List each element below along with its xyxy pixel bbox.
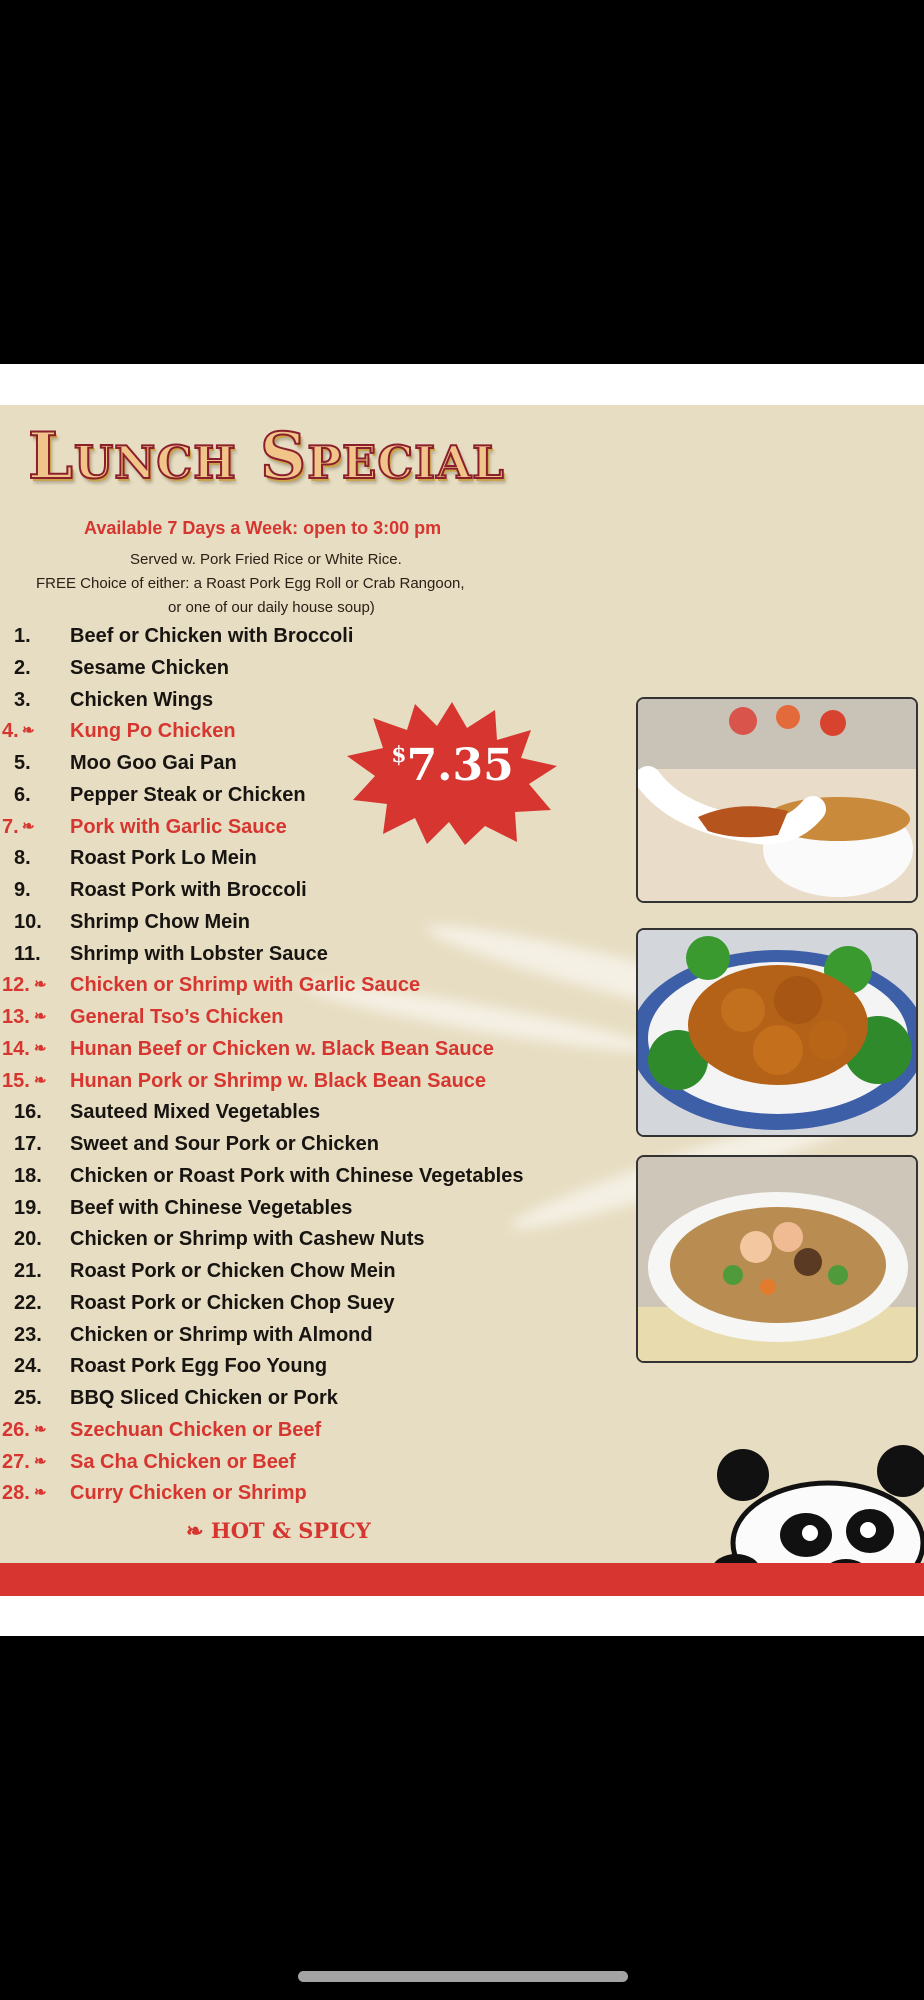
hot-spicy-label: HOT & SPICY [210,1518,371,1543]
chili-pepper-icon: ❧ [34,976,47,994]
item-name: Moo Goo Gai Pan [70,752,237,774]
item-number: 12. [2,974,30,997]
item-name: Shrimp Chow Mein [70,910,250,933]
item-name: Szechuan Chicken or Beef [70,1418,322,1441]
chili-pepper-icon: ❧ [34,1008,47,1025]
item-name: Curry Chicken or Shrimp [70,1482,307,1505]
item-number: 8. [14,847,31,870]
item-number: 26. [2,1418,30,1441]
item-number: 2. [14,656,31,679]
fried-rice-photo [636,1155,918,1363]
item-name: General Tso’s Chicken [70,1006,284,1028]
chili-pepper-icon: ❧ [22,722,35,740]
item-name: BBQ Sliced Chicken or Pork [70,1387,338,1409]
item-name: Pepper Steak or Chicken [70,783,306,806]
item-number: 25. [14,1387,42,1409]
top-white-band [0,364,924,405]
item-number: 15. [2,1069,30,1092]
item-number: 27. [2,1450,30,1473]
chili-pepper-icon: ❧ [34,1039,47,1057]
item-name: Kung Po Chicken [70,720,236,743]
item-name: Beef with Chinese Vegetables [70,1196,353,1219]
lunch-special-menu [0,405,924,1596]
item-name: Roast Pork Egg Foo Young [70,1355,328,1378]
item-number: 4. [2,720,19,743]
item-name: Roast Pork or Chicken Chop Suey [70,1291,395,1314]
item-name: Chicken or Shrimp with Cashew Nuts [70,1228,425,1251]
item-name: Sesame Chicken [70,656,229,679]
item-name: Chicken or Shrimp with Garlic Sauce [70,974,421,997]
item-number: 3. [14,688,31,711]
chili-pepper-icon: ❧ [186,1518,204,1543]
served-with-line: Served w. Pork Fried Rice or White Rice. [130,551,402,568]
item-name: Roast Pork Lo Mein [70,847,257,870]
item-name: Roast Pork with Broccoli [70,879,307,901]
item-name: Pork with Garlic Sauce [70,815,287,838]
item-number: 23. [14,1323,42,1346]
item-number: 22. [14,1291,42,1314]
item-number: 6. [14,783,31,806]
item-number: 9. [14,879,31,901]
item-name: Hunan Pork or Shrimp w. Black Bean Sauce [70,1069,487,1092]
item-name: Sa Cha Chicken or Beef [70,1450,296,1473]
item-name: Sauteed Mixed Vegetables [70,1101,321,1124]
item-number: 7. [2,815,19,838]
item-name: Chicken or Shrimp with Almond [70,1323,373,1346]
chili-pepper-icon: ❧ [34,1484,47,1502]
chili-pepper-icon: ❧ [34,1420,47,1438]
item-name: Shrimp with Lobster Sauce [70,942,328,965]
item-number: 16. [14,1101,42,1124]
chili-pepper-icon: ❧ [34,1071,47,1089]
item-number: 1. [14,625,31,647]
item-number: 28. [2,1482,30,1505]
item-number: 24. [14,1355,42,1378]
home-indicator[interactable] [298,1971,628,1982]
item-number: 18. [14,1164,42,1187]
item-name: Beef or Chicken with Broccoli [70,625,354,647]
bottom-white-band [0,1596,924,1636]
item-name: Chicken or Roast Pork with Chinese Vegetables [70,1164,524,1187]
item-number: 5. [14,752,31,774]
item-number: 21. [14,1260,42,1282]
item-name: Hunan Beef or Chicken w. Black Bean Sauce [70,1037,494,1060]
item-number: 17. [14,1133,42,1155]
sesame-chicken-photo [636,928,918,1137]
item-name: Chicken Wings [70,688,214,711]
price-badge [345,740,560,791]
chili-pepper-icon: ❧ [34,1452,47,1470]
availability-text: Available 7 Days a Week: open to 3:00 pm [84,518,442,538]
hot-spicy-legend [186,1518,371,1543]
soup-photo [636,697,918,903]
item-number: 10. [14,910,42,933]
item-number: 11. [14,942,41,965]
item-number: 13. [2,1006,30,1028]
item-number: 19. [14,1196,42,1219]
free-choice-line: FREE Choice of either: a Roast Pork Egg Roll or Crab Rangoon, [36,575,465,592]
menu-title: Lunch Special [28,419,505,494]
item-number: 20. [14,1228,42,1251]
item-name: Sweet and Sour Pork or Chicken [70,1133,379,1155]
price-currency: $ [391,742,407,768]
item-number: 14. [2,1037,30,1060]
bottom-red-bar [0,1563,924,1596]
item-name: Roast Pork or Chicken Chow Mein [70,1260,396,1282]
price-amount: 7.35 [406,740,514,791]
house-soup-line: or one of our daily house soup) [168,599,375,616]
chili-pepper-icon: ❧ [22,817,35,835]
